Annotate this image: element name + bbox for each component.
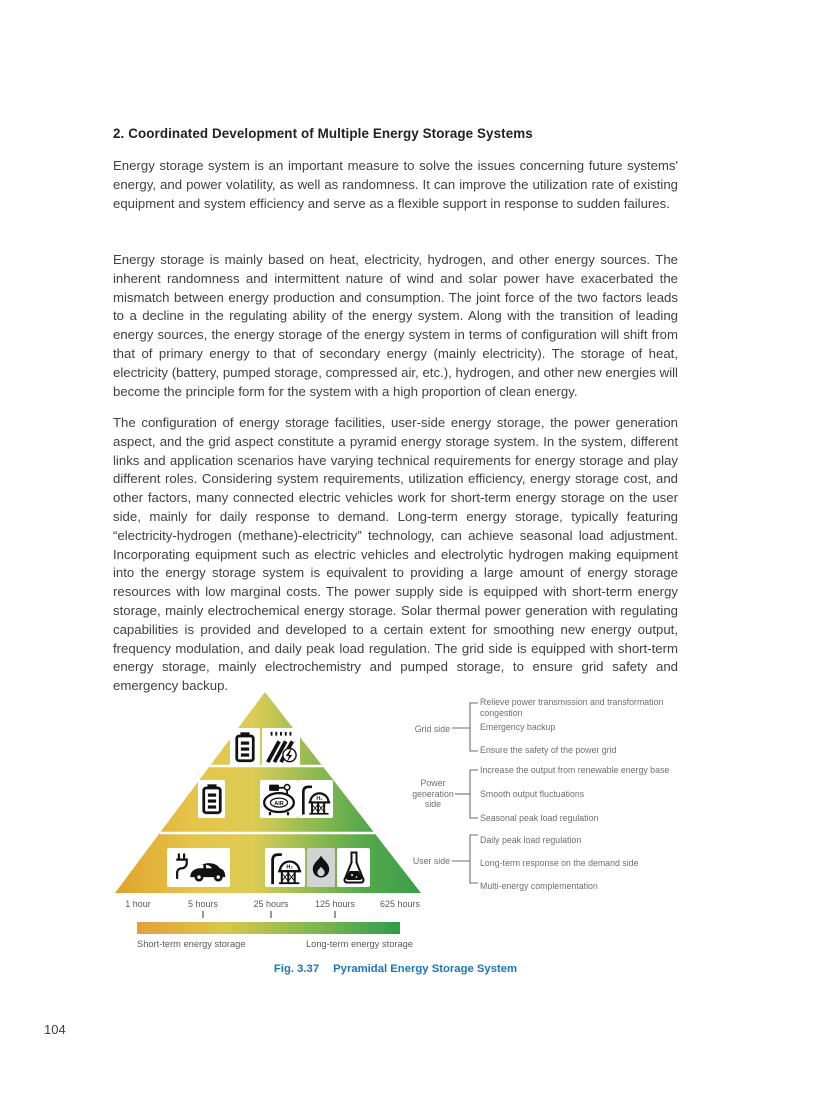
user-side-item: Multi-energy complementation [480,881,598,891]
figure-caption [113,963,678,975]
time-axis-label: 25 hours [253,899,289,909]
group-label-grid-side: Grid side [414,724,450,734]
paragraph-1: Energy storage system is an important measure to solve the issues concerning future systems' energy, and power volatility, as well as randomness. It can improve the utilization rate of existing equipment and system efficiency and serve as a flexible support in response to sudden failures. [113,158,678,211]
figure-caption-number: Fig. 3.37 [273,963,320,975]
grid-side-item: Emergency backup [480,722,556,732]
figure-caption-title: Pyramidal Energy Storage System [333,963,518,975]
power-generation-item: Increase the output from renewable energy base [480,765,670,775]
time-axis-label: 5 hours [187,899,219,909]
gas-flame-icon [307,848,335,887]
page-number: 104 [44,1022,66,1037]
time-axis-ticks [203,911,335,918]
compressed-air-icon [260,780,298,818]
power-generation-item: Seasonal peak load regulation [480,813,599,823]
chemical-flask-icon [337,848,370,887]
h2-icon-label: H₂ [285,864,293,871]
hydrogen-plant-icon [298,780,333,818]
battery-icon [198,780,225,818]
power-generation-item: Smooth output fluctuations [480,789,585,799]
section-heading: 2. Coordinated Development of Multiple Energy Storage Systems [113,126,533,141]
user-side-item: Daily peak load regulation [480,835,582,845]
short-term-storage-label: Short-term energy storage [137,939,246,949]
h2-icon-label: H₂ [316,795,323,802]
air-icon-label: AIR [274,800,284,807]
storage-duration-bar [137,922,400,934]
grid-side-item: Relieve power transmission and transformation congestion [480,697,664,718]
battery-icon [230,728,260,766]
paragraph-3: The configuration of energy storage facilities, user-side energy storage, the power generation aspect, and the grid aspect constitute a pyramid energy storage system. In the system, different links and application scenarios have varying technical requirements for energy storage and play different roles. Considering system requirements, utilization efficiency, energy storage cost, and other factors, many connected electric vehicles work for short-term energy storage on the user side, mainly for daily response to demand. Long-term energy storage, typically featuring “electricity-hydrogen (methane)-electricity” technology, can achieve seasonal load adjustment. Incorporating equipment such as electric vehicles and electrolytic hydrogen making equipment into the energy storage system is equivalent to providing a large amount of energy storage resources with low marginal costs. The power supply side is equipped with short-term energy storage, mainly electrochemical energy storage. Solar thermal power generation with regulating capabilities is provided and developed to a certain extent for smoothing new energy output, frequency modulation, and daily peak load regulation. The grid side is equipped with short-term energy storage, mainly electrochemistry and pumped storage, to ensure grid safety and emergency backup. [113,415,678,694]
pumped-hydro-icon [262,728,300,766]
time-axis-label: 125 hours [314,899,356,909]
group-label-user-side: User side [412,856,450,866]
long-term-storage-label: Long-term energy storage [306,939,413,949]
pyramid-figure [110,688,710,958]
user-side-item: Long-term response on the demand side [480,858,639,868]
electric-vehicle-icon [167,848,230,887]
hydrogen-plant-icon [265,848,305,887]
grid-side-item: Ensure the safety of the power grid [480,745,617,755]
paragraph-2: Energy storage is mainly based on heat, electricity, hydrogen, and other energy sources. The inherent randomness and intermittent nature of wind and solar power have exacerbated the mismatch between energy production and consumption. The joint force of the two factors leads to a decline in the regulating ability of the energy system. Along with the transition of leading energy sources, the energy storage of the energy system in terms of configuration will shift from that of primary energy to that of secondary energy (mainly electricity). The storage of heat, electricity (battery, pumped storage, compressed air, etc.), hydrogen, and other new energies will become the principle form for the system with a high proportion of clean energy. [113,252,678,399]
group-label-power-generation-side: Power generation side [412,778,454,810]
time-axis-label: 1 hour [125,899,151,909]
time-axis-label: 625 hours [379,899,421,909]
